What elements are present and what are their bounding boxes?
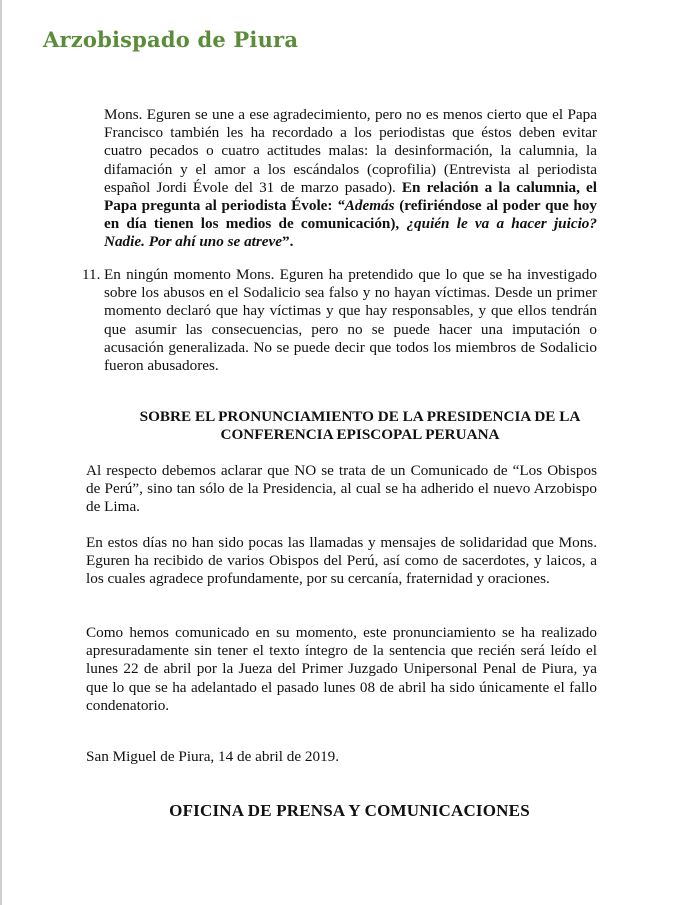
section-heading [100, 408, 620, 443]
date-line: San Miguel de Piura, 14 de abril de 2019. [86, 748, 340, 765]
quote-end: ”. [282, 233, 294, 251]
section-heading-line-1: SOBRE EL PRONUNCIAMIENTO DE LA PRESIDENCIA DE LA [139, 408, 581, 425]
bold-text: En relación a la calumnia, el Papa pregunta al periodista Évole: [104, 178, 597, 215]
paragraph-papa-francisco [104, 106, 597, 252]
section-heading-line-2: CONFERENCIA EPISCOPAL PERUANA [220, 425, 500, 443]
quote-italic-1: “Además [337, 197, 395, 215]
quote-bold-paren: (refiriéndose al poder que hoy en día tienen los medios de comunicación), [104, 197, 597, 233]
document-header-title: Arzobispado de Piura [43, 27, 299, 52]
paragraph-pronunciamiento: Como hemos comunicado en su momento, este pronunciamiento se ha realizado apresuradamente sin tener el texto íntegro de la sentencia que recién será leído el lunes 22 de abril por la Jueza del Primer Juzgado Unipersonal Penal de Piura, ya que lo que se ha adelantado el pasado lunes 08 de abril ha sido únicamente el fallo condenatorio. [86, 624, 597, 714]
list-item-11-text: En ningún momento Mons. Eguren ha pretendido que lo que se ha investigado sobre los abusos en el Sodalicio sea falso y no hayan víctimas. Desde un primer momento declaró que hay víctimas y que hay responsables, y que ellos tendrán que asumir las consecuencias, pero no se puede hacer una imputación o acusación generalizada. No se puede decir que todos los miembros de Sodalicio fueron abusadores. [104, 266, 597, 375]
quote-italic-2: ¿quién le va a hacer juicio? Nadie. Por ahí uno se atreve [104, 215, 597, 251]
paragraph-text: Mons. Eguren se une a ese agradecimiento, pero no es menos cierto que el Papa Francisco también les ha recordado a los periodistas que éstos deben evitar cuatro pecados o cuatro actitudes malas: la desinformación, la calumnia, la difamación y el amor a los escándalos (coprofilia) (Entrevista al periodista español Jordi Évole del 31 de marzo pasado). [104, 106, 597, 196]
page-left-edge [0, 0, 2, 905]
footer-office-signature: OFICINA DE PRENSA Y COMUNICACIONES [169, 801, 530, 820]
paragraph-comunicado: Al respecto debemos aclarar que NO se trata de un Comunicado de “Los Obispos de Perú”, sino tan sólo de la Presidencia, al cual se ha adherido el nuevo Arzobispo de Lima. [86, 462, 597, 516]
paragraph-solidaridad: En estos días no han sido pocas las llamadas y mensajes de solidaridad que Mons. Eguren ha recibido de varios Obispos del Perú, así como de sacerdotes, y laicos, a los cuales agradece profundamente, por su cercanía, fraternidad y oraciones. [86, 534, 597, 588]
list-item-number: 11. [82, 266, 101, 283]
